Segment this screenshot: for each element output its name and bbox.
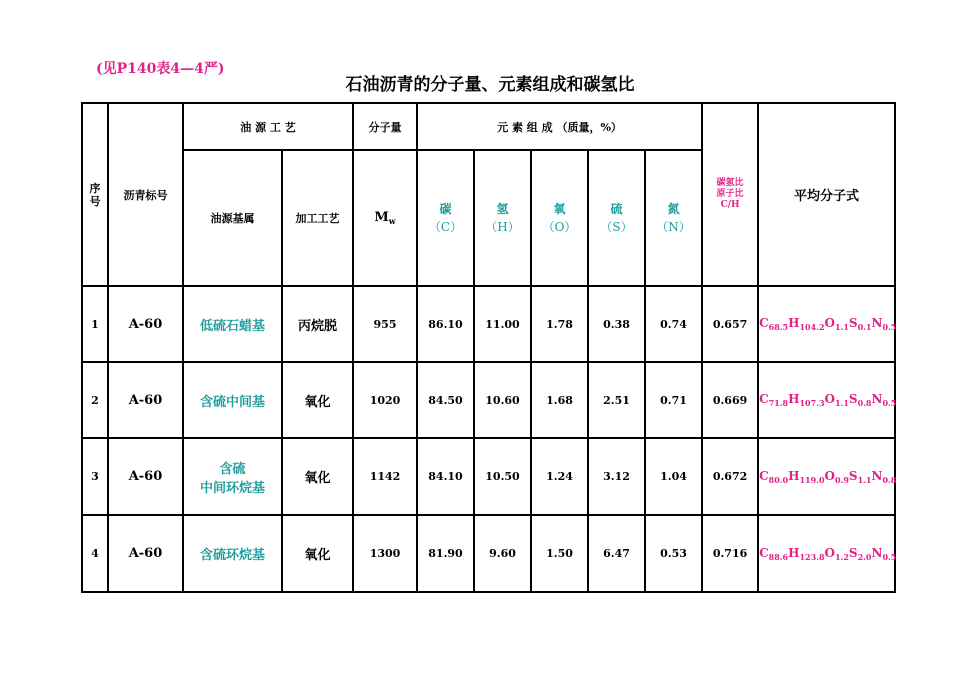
mw-base: M	[374, 210, 389, 225]
cell-source-line2: 中间环烷基	[199, 480, 265, 496]
cell-o: 1.50	[531, 515, 588, 592]
header-seq	[82, 103, 108, 286]
formula-count: 1.1	[834, 398, 849, 408]
formula-element: O	[824, 392, 835, 406]
cell-formula	[758, 362, 895, 438]
cell-seq: 4	[82, 515, 108, 592]
formula-count: 123.8	[799, 551, 825, 562]
element-name: 硫	[610, 202, 623, 216]
cell-c: 84.10	[417, 438, 474, 515]
table-row	[82, 286, 895, 362]
cell-h: 10.50	[474, 438, 531, 515]
cell-ratio: 0.669	[702, 362, 758, 438]
header-element-n	[645, 150, 702, 286]
cell-c: 86.10	[417, 286, 474, 362]
formula-element: O	[824, 545, 835, 560]
cell-mw: 955	[353, 286, 417, 362]
formula-element: S	[848, 392, 858, 406]
formula-element: H	[788, 545, 800, 560]
formula-element: C	[759, 316, 769, 330]
cell-ratio: 0.672	[702, 438, 758, 515]
cell-s: 6.47	[588, 515, 645, 592]
element-name: 氢	[496, 202, 509, 216]
header-grade: 沥青标号	[108, 103, 183, 286]
reference-note: (见P140表4—4严)	[96, 61, 225, 77]
header-ratio-l1: 碳氢比	[716, 178, 744, 188]
cell-process: 氧化	[282, 438, 353, 515]
header-element-o	[531, 150, 588, 286]
cell-ratio: 0.716	[702, 515, 758, 592]
cell-source	[183, 438, 282, 515]
cell-seq: 1	[82, 286, 108, 362]
cell-grade: A-60	[108, 438, 183, 515]
header-ratio	[702, 103, 758, 286]
cell-c: 81.90	[417, 515, 474, 592]
formula-count: 1.2	[834, 551, 849, 562]
formula-count: 0.1	[857, 322, 872, 332]
formula-element: N	[871, 468, 883, 483]
cell-source: 低硫石蜡基	[183, 286, 282, 362]
formula-count: 0.8	[857, 398, 872, 408]
formula-count: 0.5	[882, 551, 897, 562]
mw-sub: w	[388, 216, 396, 226]
cell-s: 0.38	[588, 286, 645, 362]
cell-o: 1.24	[531, 438, 588, 515]
formula-count: 71.8	[768, 398, 789, 408]
formula-element: N	[871, 392, 883, 406]
table-title: 石油沥青的分子量、元素组成和碳氢比	[345, 75, 635, 95]
formula-element: H	[788, 316, 800, 330]
formula-element: N	[871, 545, 883, 560]
cell-h: 9.60	[474, 515, 531, 592]
cell-h: 11.00	[474, 286, 531, 362]
cell-formula	[758, 515, 895, 592]
cell-seq: 3	[82, 438, 108, 515]
cell-n: 1.04	[645, 438, 702, 515]
element-symbol: （C）	[428, 220, 463, 234]
element-name: 碳	[439, 202, 452, 216]
formula-count: 2.0	[857, 551, 872, 562]
element-name: 氮	[667, 202, 680, 216]
cell-grade: A-60	[108, 362, 183, 438]
header-element-s	[588, 150, 645, 286]
cell-source: 含硫环烷基	[183, 515, 282, 592]
cell-grade: A-60	[108, 286, 183, 362]
formula-element: S	[848, 468, 858, 483]
cell-seq: 2	[82, 362, 108, 438]
header-seq-text: 序号	[89, 181, 101, 208]
cell-formula	[758, 286, 895, 362]
formula-count: 88.6	[768, 551, 789, 562]
header-process: 加工工艺	[282, 150, 353, 286]
formula-element: C	[759, 545, 769, 560]
table-row	[82, 515, 895, 592]
header-mw	[353, 150, 417, 286]
cell-o: 1.68	[531, 362, 588, 438]
header-ratio-l2: 原子比	[716, 189, 744, 199]
header-element-c	[417, 150, 474, 286]
cell-o: 1.78	[531, 286, 588, 362]
header-elements-group: 元 素 组 成 （质量，%）	[417, 103, 702, 150]
header-element-h	[474, 150, 531, 286]
asphalt-properties-table	[81, 102, 896, 593]
header-source: 油源基属	[183, 150, 282, 286]
table-row	[82, 438, 895, 515]
formula-count: 68.5	[768, 322, 789, 332]
element-symbol: （H）	[485, 220, 520, 234]
cell-process: 丙烷脱	[282, 286, 353, 362]
cell-h: 10.60	[474, 362, 531, 438]
formula-element: H	[788, 392, 800, 406]
formula-count: 80.0	[768, 474, 789, 485]
cell-n: 0.74	[645, 286, 702, 362]
formula-element: C	[759, 468, 769, 483]
formula-count: 0.8	[882, 474, 897, 485]
cell-s: 2.51	[588, 362, 645, 438]
formula-count: 1.1	[834, 322, 849, 332]
cell-c: 84.50	[417, 362, 474, 438]
formula-count: 0.5	[882, 398, 897, 408]
cell-source: 含硫中间基	[183, 362, 282, 438]
cell-process: 氧化	[282, 362, 353, 438]
header-process-group: 油 源 工 艺	[183, 103, 353, 150]
formula-element: O	[824, 468, 835, 483]
element-symbol: （S）	[600, 220, 633, 234]
formula-count: 0.5	[882, 322, 897, 332]
formula-count: 119.0	[799, 474, 825, 485]
formula-element: O	[824, 316, 835, 330]
formula-count: 1.1	[857, 474, 872, 485]
cell-grade: A-60	[108, 515, 183, 592]
formula-element: C	[759, 392, 769, 406]
cell-process: 氧化	[282, 515, 353, 592]
formula-count: 0.9	[834, 474, 849, 485]
formula-element: S	[848, 545, 858, 560]
formula-count: 107.3	[799, 398, 825, 408]
table-row	[82, 362, 895, 438]
element-symbol: （N）	[656, 220, 691, 234]
cell-formula	[758, 438, 895, 515]
formula-element: S	[848, 316, 858, 330]
element-name: 氧	[553, 202, 566, 216]
formula-count: 104.2	[799, 322, 825, 332]
cell-mw: 1020	[353, 362, 417, 438]
cell-n: 0.53	[645, 515, 702, 592]
cell-mw: 1300	[353, 515, 417, 592]
formula-element: N	[871, 316, 883, 330]
cell-s: 3.12	[588, 438, 645, 515]
header-mw-group: 分子量	[353, 103, 417, 150]
cell-mw: 1142	[353, 438, 417, 515]
header-formula: 平均分子式	[758, 103, 895, 286]
cell-ratio: 0.657	[702, 286, 758, 362]
header-ratio-l3: C/H	[720, 200, 740, 210]
cell-source-line1: 含硫	[219, 461, 246, 477]
formula-element: H	[788, 468, 800, 483]
cell-n: 0.71	[645, 362, 702, 438]
element-symbol: （O）	[542, 220, 577, 234]
